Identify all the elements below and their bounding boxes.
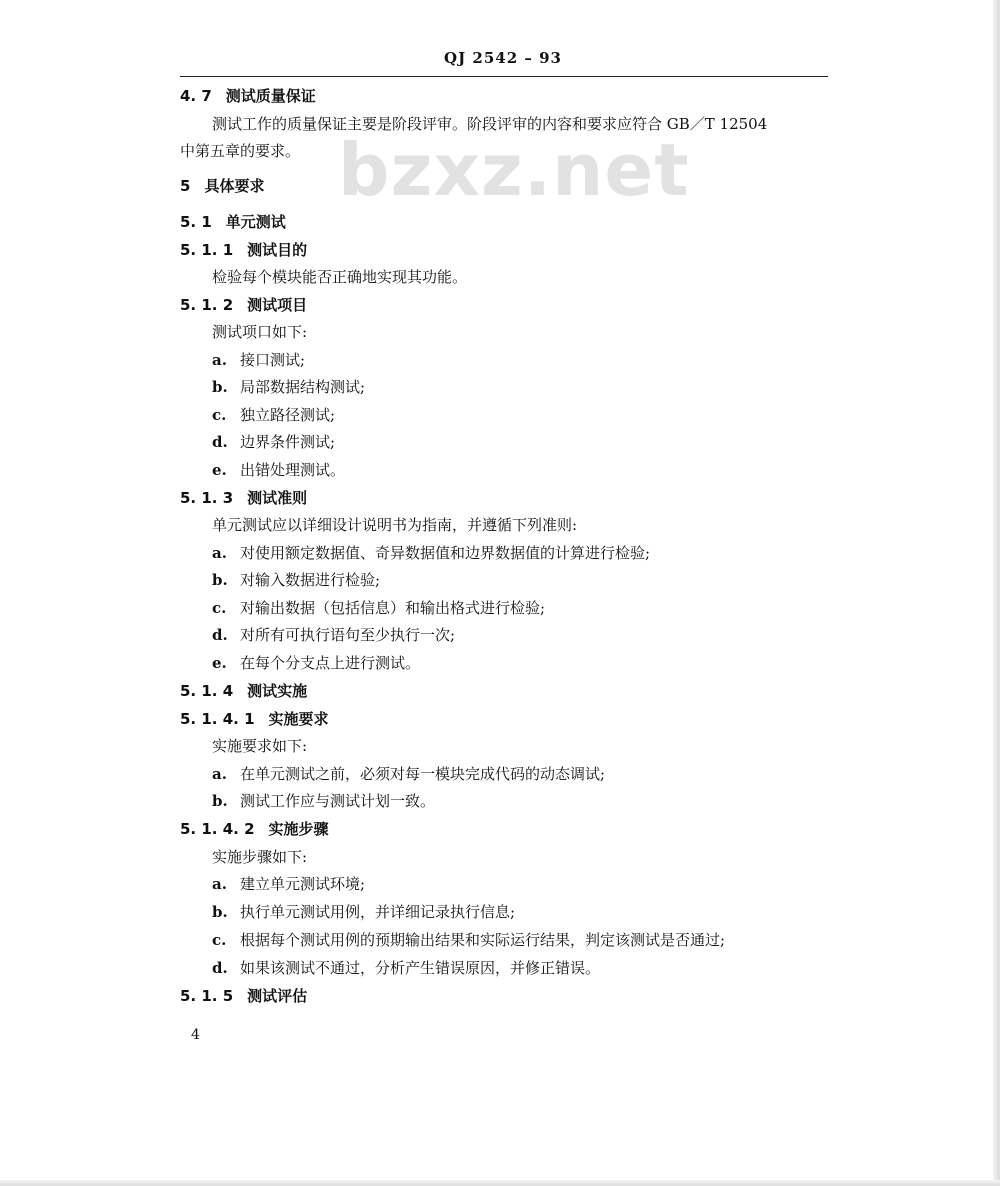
list-intro: 单元测试应以详细设计说明书为指南，并遵循下列准则:: [212, 516, 578, 534]
heading-number: 5. 1. 1: [180, 241, 234, 259]
item-text: 根据每个测试用例的预期输出结果和实际运行结果，判定该测试是否通过;: [240, 931, 726, 949]
item-label: c.: [212, 931, 227, 949]
item-text: 对所有可执行语句至少执行一次;: [240, 626, 456, 644]
item-label: b.: [212, 378, 228, 396]
heading-5-1-3: [180, 488, 307, 508]
item-text: 执行单元测试用例，并详细记录执行信息;: [240, 903, 516, 921]
item-label: a.: [212, 765, 227, 783]
heading-number: 5. 1. 3: [180, 489, 234, 507]
list-item: [212, 405, 335, 425]
heading-5-1: [180, 212, 286, 232]
heading-number: 5. 1. 5: [180, 987, 234, 1005]
list-item: [212, 543, 650, 563]
list-item: [212, 570, 380, 590]
heading-5-1-5: [180, 986, 307, 1006]
item-label: b.: [212, 571, 228, 589]
heading-5-1-4-2: [180, 819, 329, 839]
page-edge-right: [993, 0, 1000, 1186]
item-label: b.: [212, 792, 228, 810]
header-rule: [180, 76, 828, 77]
item-text: 独立路径测试;: [240, 406, 336, 424]
page-number: 4: [191, 1027, 200, 1043]
list-item: [212, 874, 365, 894]
item-text: 建立单元测试环境;: [240, 875, 366, 893]
list-item: [212, 350, 305, 370]
heading-title: 单元测试: [225, 213, 286, 231]
item-text: 局部数据结构测试;: [240, 378, 366, 396]
item-label: a.: [212, 875, 227, 893]
item-label: a.: [212, 351, 227, 369]
heading-number: 5. 1. 4: [180, 682, 234, 700]
item-text: 对输出数据（包括信息）和输出格式进行检验;: [240, 599, 546, 617]
heading-title: 测试项目: [247, 296, 308, 314]
paragraph-line: 检验每个模块能否正确地实现其功能。: [212, 268, 468, 286]
item-text: 对使用额定数据值、奇异数据值和边界数据值的计算进行检验;: [240, 544, 651, 562]
paragraph-line: 测试工作的质量保证主要是阶段评审。阶段评审的内容和要求应符合 GB／T 12504: [212, 115, 768, 133]
heading-title: 实施步骤: [268, 820, 329, 838]
list-item: [212, 930, 725, 950]
item-label: e.: [212, 654, 227, 672]
heading-5-1-4: [180, 681, 307, 701]
list-item: [212, 377, 365, 397]
item-label: e.: [212, 461, 227, 479]
heading-5-1-2: [180, 295, 307, 315]
item-label: b.: [212, 903, 228, 921]
list-item: [212, 625, 455, 645]
list-item: [212, 791, 435, 811]
list-item: [212, 460, 345, 480]
list-item: [212, 598, 545, 618]
heading-4-7: [180, 86, 316, 106]
item-label: c.: [212, 406, 227, 424]
watermark: bzxz.net: [338, 128, 690, 212]
item-label: c.: [212, 599, 227, 617]
heading-number: 5. 1. 4. 2: [180, 820, 255, 838]
item-label: d.: [212, 959, 228, 977]
heading-number: 5. 1. 2: [180, 296, 234, 314]
heading-number: 5: [180, 177, 191, 195]
heading-title: 实施要求: [268, 710, 329, 728]
item-text: 出错处理测试。: [240, 461, 346, 479]
item-text: 在每个分支点上进行测试。: [240, 654, 421, 672]
item-label: d.: [212, 433, 228, 451]
item-text: 在单元测试之前，必须对每一模块完成代码的动态调试;: [240, 765, 606, 783]
item-text: 对输入数据进行检验;: [240, 571, 381, 589]
heading-title: 测试质量保证: [225, 87, 316, 105]
heading-5-1-4-1: [180, 709, 329, 729]
item-text: 测试工作应与测试计划一致。: [240, 792, 436, 810]
heading-title: 测试实施: [247, 682, 308, 700]
heading-title: 具体要求: [204, 177, 265, 195]
heading-5-1-1: [180, 240, 307, 260]
item-label: a.: [212, 544, 227, 562]
list-item: [212, 653, 420, 673]
list-item: [212, 958, 600, 978]
heading-title: 测试准则: [247, 489, 308, 507]
heading-number: 5. 1. 4. 1: [180, 710, 255, 728]
page-edge-bottom: [0, 1180, 1000, 1186]
item-text: 如果该测试不通过，分析产生错误原因，并修正错误。: [240, 959, 601, 977]
paragraph-line: 中第五章的要求。: [180, 142, 301, 160]
document-code: QJ 2542 – 93: [444, 49, 562, 67]
item-text: 接口测试;: [240, 351, 306, 369]
heading-number: 4. 7: [180, 87, 212, 105]
heading-5: [180, 176, 264, 196]
list-intro: 测试项口如下:: [212, 323, 308, 341]
item-text: 边界条件测试;: [240, 433, 336, 451]
list-intro: 实施要求如下:: [212, 737, 308, 755]
list-item: [212, 432, 335, 452]
item-label: d.: [212, 626, 228, 644]
heading-title: 测试目的: [247, 241, 308, 259]
list-intro: 实施步骤如下:: [212, 848, 308, 866]
list-item: [212, 764, 605, 784]
heading-title: 测试评估: [247, 987, 308, 1005]
list-item: [212, 902, 515, 922]
heading-number: 5. 1: [180, 213, 212, 231]
